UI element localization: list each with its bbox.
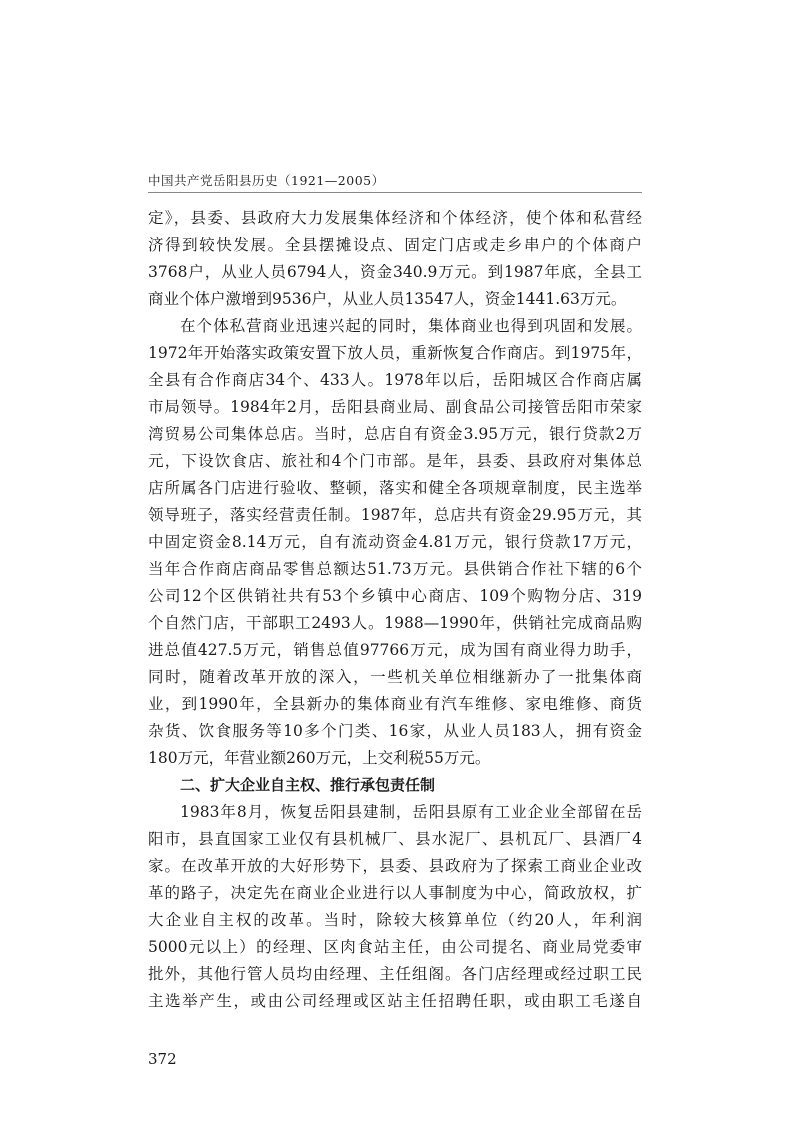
text-line: 业，到1990年，全县新办的集体商业有汽车维修、家电维修、商货 xyxy=(148,695,642,713)
text-line: 批外，其他行管人员均由经理、主任组阁。各门店经理或经过职工民 xyxy=(148,965,642,983)
page-number: 372 xyxy=(148,1050,177,1068)
text-line: 杂货、饮食服务等10多个门类、16家，从业人员183人，拥有资金 xyxy=(148,722,642,740)
text-line: 领导班子，落实经营责任制。1987年，总店共有资金29.95万元，其 xyxy=(148,506,642,524)
text-line: 主选举产生，或由公司经理或区站主任招聘任职，或由职工毛遂自 xyxy=(148,992,642,1010)
header-divider xyxy=(148,192,642,193)
text-line: 定》，县委、县政府大力发展集体经济和个体经济，使个体和私营经 xyxy=(148,209,642,227)
text-line: 进总值427.5万元，销售总值97766万元，成为国有商业得力助手， xyxy=(148,641,642,659)
text-line: 家。在改革开放的大好形势下，县委、县政府为了探索工商业企业改 xyxy=(148,857,642,875)
section-heading: 二、扩大企业自主权、推行承包责任制 xyxy=(180,776,436,794)
text-line: 5000元以上）的经理、区肉食站主任，由公司提名、商业局党委审 xyxy=(148,938,642,956)
text-line: 阳市，县直国家工业仅有县机械厂、县水泥厂、县机瓦厂、县酒厂4 xyxy=(148,830,642,848)
text-line: 商业个体户激增到9536户，从业人员13547人，资金1441.63万元。 xyxy=(148,290,627,308)
text-line: 在个体私营商业迅速兴起的同时，集体商业也得到巩固和发展。 xyxy=(180,317,642,335)
text-line: 店所属各门店进行验收、整顿，落实和健全各项规章制度，民主选举 xyxy=(148,479,642,497)
text-line: 3768户，从业人员6794人，资金340.9万元。到1987年底，全县工 xyxy=(148,263,642,281)
text-line: 大企业自主权的改革。当时，除较大核算单位（约20人，年利润 xyxy=(148,911,642,929)
text-line: 全县有合作商店34个、433人。1978年以后，岳阳城区合作商店属 xyxy=(148,371,642,389)
text-line: 当年合作商店商品零售总额达51.73万元。县供销合作社下辖的6个 xyxy=(148,560,642,578)
text-line: 济得到较快发展。全县摆摊设点、固定门店或走乡串户的个体商户 xyxy=(148,236,642,254)
text-line: 1983年8月，恢复岳阳县建制，岳阳县原有工业企业全部留在岳 xyxy=(180,803,642,821)
text-line: 1972年开始落实政策安置下放人员，重新恢复合作商店。到1975年， xyxy=(148,344,642,362)
text-line: 市局领导。1984年2月，岳阳县商业局、副食品公司接管岳阳市荣家 xyxy=(148,398,642,416)
text-line: 元，下设饮食店、旅社和4个门市部。是年，县委、县政府对集体总 xyxy=(148,452,642,470)
text-line: 公司12个区供销社共有53个乡镇中心商店、109个购物分店、319 xyxy=(148,587,642,605)
text-line: 革的路子，决定先在商业企业进行以人事制度为中心，简政放权，扩 xyxy=(148,884,642,902)
text-line: 180万元，年营业额260万元，上交利税55万元。 xyxy=(148,749,491,767)
text-line: 个自然门店，干部职工2493人。1988—1990年，供销社完成商品购 xyxy=(148,614,642,632)
running-header: 中国共产党岳阳县历史（1921—2005） xyxy=(148,173,385,188)
text-line: 湾贸易公司集体总店。当时，总店自有资金3.95万元，银行贷款2万 xyxy=(148,425,642,443)
text-line: 同时，随着改革开放的深入，一些机关单位相继新办了一批集体商 xyxy=(148,668,642,686)
text-line: 中固定资金8.14万元，自有流动资金4.81万元，银行贷款17万元， xyxy=(148,533,642,551)
